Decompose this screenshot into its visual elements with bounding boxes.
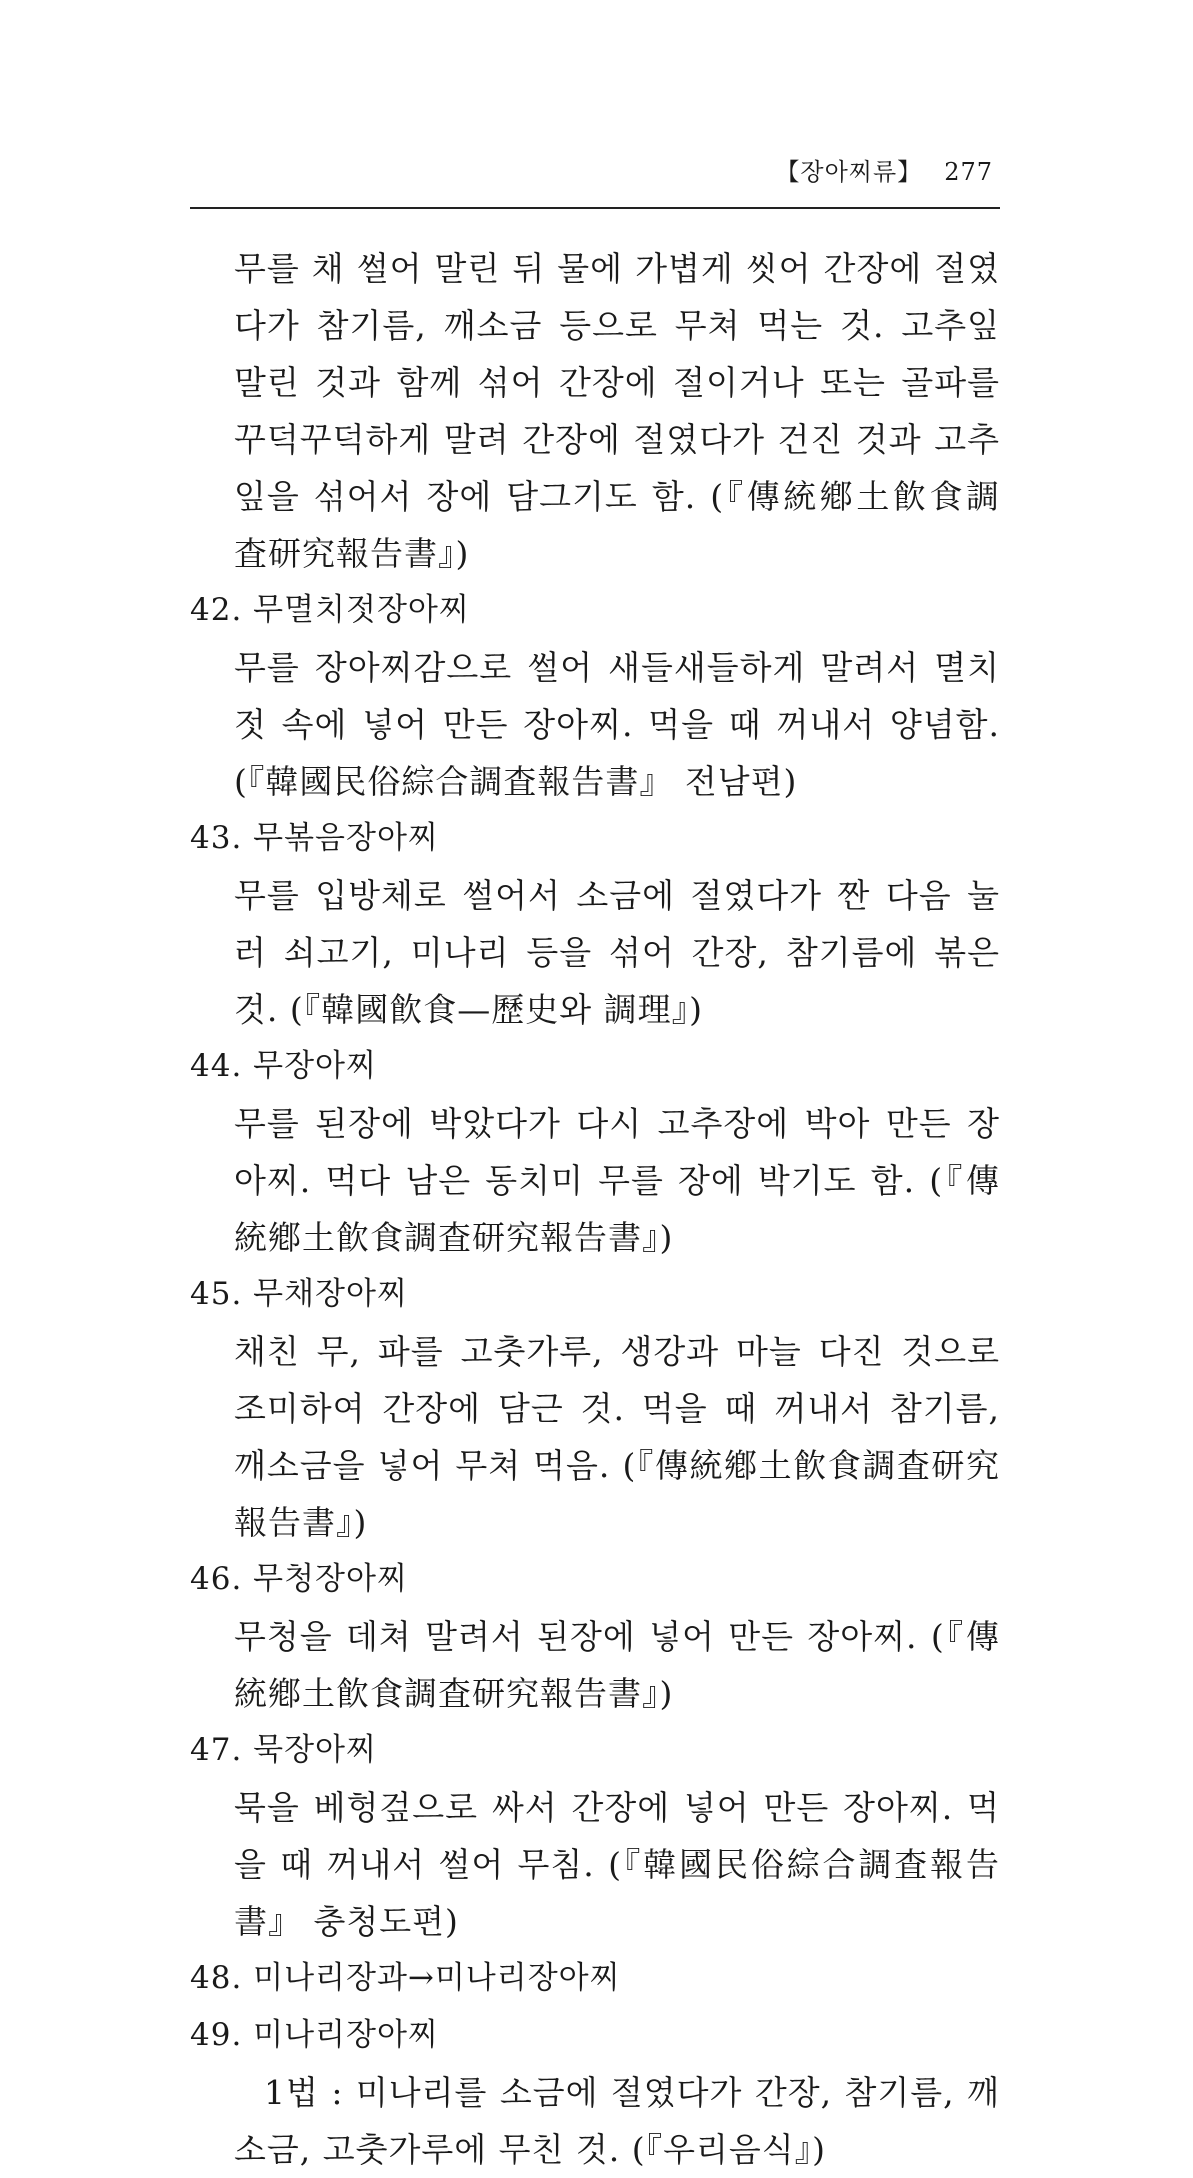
entry-49 [190,2007,1000,2178]
entry-title: 45. 무채장아찌 [190,1276,408,1312]
entry-body: 채친 무, 파를 고춧가루, 생강과 마늘 다진 것으로 조미하여 간장에 담근 것. 먹을 때 꺼내서 참기름, 깨소금을 넣어 무쳐 먹음. (『傳統鄕土飮食調査研究報告書』) [234,1332,1000,1542]
entry-body: 무를 장아찌감으로 썰어 새들새들하게 말려서 멸치젓 속에 넣어 만든 장아찌. 먹을 때 꺼내서 양념함. (『韓國民俗綜合調査報告書』 전남편) [234,648,1000,801]
running-header [775,152,993,187]
entry-title: 48. 미나리장과→미나리장아찌 [190,1960,621,1996]
page-body [190,240,1000,2178]
entry-title: 42. 무멸치젓장아찌 [190,592,470,628]
entry-title: 49. 미나리장아찌 [190,2017,439,2053]
entry-47 [190,1722,1000,1950]
entry-title: 43. 무볶음장아찌 [190,820,439,856]
entry-body: 무를 된장에 박았다가 다시 고추장에 박아 만든 장아찌. 먹다 남은 동치미 무를 장에 박기도 함. (『傳統鄕土飮食調査研究報告書』) [234,1104,1000,1257]
entry-46 [190,1551,1000,1722]
entry-body: 무청을 데쳐 말려서 된장에 넣어 만든 장아찌. (『傳統鄕土飮食調査研究報告書』) [234,1617,1000,1713]
entry-48 [190,1950,1000,2007]
section-title: 【장아찌류】 [775,158,923,186]
entry-42 [190,582,1000,810]
page-number: 277 [944,158,993,186]
entry-44 [190,1038,1000,1266]
entry-body: 묵을 베헝겊으로 싸서 간장에 넣어 만든 장아찌. 먹을 때 꺼내서 썰어 무침. (『韓國民俗綜合調査報告書』 충청도편) [234,1788,1000,1941]
entry-body: 1법 : 미나리를 소금에 절였다가 간장, 참기름, 깨소금, 고춧가루에 무친 것. (『우리음식』) [234,2073,1000,2169]
entry-title: 44. 무장아찌 [190,1048,377,1084]
entry-body: 무를 입방체로 썰어서 소금에 절였다가 짠 다음 눌러 쇠고기, 미나리 등을 섞어 간장, 참기름에 볶은 것. (『韓國飮食—歷史와 調理』) [234,876,1000,1029]
entry-43 [190,810,1000,1038]
continued-paragraph: 무를 채 썰어 말린 뒤 물에 가볍게 씻어 간장에 절였다가 참기름, 깨소금 등으로 무쳐 먹는 것. 고추잎 말린 것과 함께 섞어 간장에 절이거나 또는 골파를 꾸덕꾸덕하게 말려 간장에 절였다가 건진 것과 고추잎을 섞어서 장에 담그기도 함. (『傳統鄕土飮食調査研究報告書』) [234,249,1000,573]
header-rule [190,207,1000,209]
entry-title: 47. 묵장아찌 [190,1732,377,1768]
entry-45 [190,1266,1000,1551]
entry-title: 46. 무청장아찌 [190,1561,408,1597]
